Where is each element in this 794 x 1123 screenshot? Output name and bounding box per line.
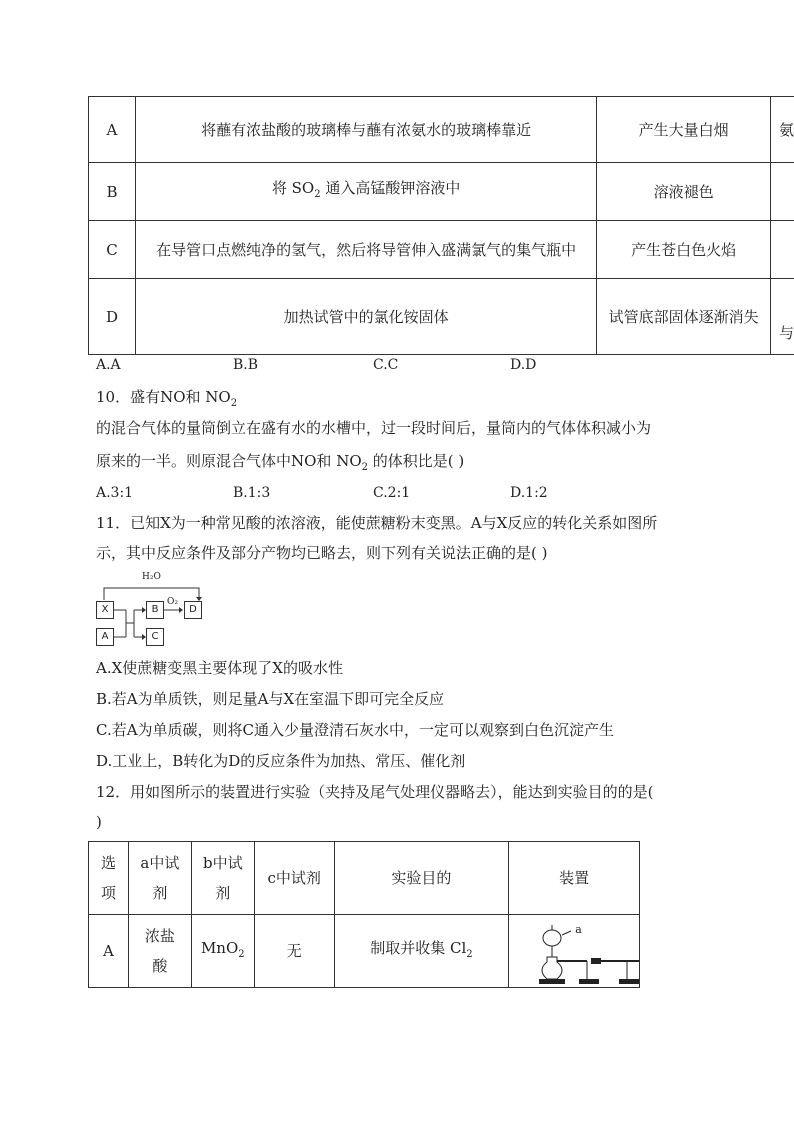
q10-line2: 的混合气体的量筒倒立在盛有水的水槽中，过一段时间后，量筒内的气体体积减小为 [96, 419, 652, 437]
table-row [89, 163, 794, 221]
c-reagent-cell: 无 [254, 915, 334, 988]
q10-line3: 原来的一半。则原混合气体中NO和 $NO_2$ 的体积比是( ) [96, 452, 465, 473]
option-cell: C [89, 221, 136, 279]
h2o-label: H₂O [142, 572, 161, 582]
table-row [89, 97, 794, 163]
header-goal: 实验目的 [334, 842, 509, 915]
operation-cell: 加热试管中的氯化铵固体 [135, 279, 596, 355]
device-cell [509, 915, 640, 988]
choice-d[interactable]: D.D [510, 357, 537, 373]
apparatus-drawing [509, 915, 639, 987]
choice-b[interactable]: B.B [233, 357, 259, 373]
option-cell: B [89, 163, 136, 221]
box-c: C [146, 628, 164, 646]
phenomenon-cell: 产生大量白烟 [597, 97, 771, 163]
apparatus-table [88, 841, 640, 988]
header-device: 装置 [509, 842, 640, 915]
b-reagent-cell: MnO$_2$ [191, 915, 254, 988]
experiment-table [88, 96, 794, 355]
box-a: A [96, 628, 114, 646]
header-option: 选 项 [89, 842, 129, 915]
phenomenon-cell: 试管底部固体逐渐消失 [597, 279, 771, 355]
phenomenon-cell: 溶液褪色 [597, 163, 771, 221]
choice-c[interactable]: C.2:1 [373, 485, 411, 501]
box-x: X [96, 601, 114, 619]
conversion-diagram [94, 570, 214, 650]
device-label-a: a [575, 923, 582, 936]
option-c[interactable]: C.若A为单质碳，则将C通入少量澄清石灰水中，一定可以观察到白色沉淀产生 [96, 721, 615, 739]
conclusion-cell: 氨 [771, 97, 794, 163]
q11-line1: 11．已知X为一种常见酸的浓溶液，能使蔗糖粉末变黑。A与X反应的转化关系如图所 [96, 514, 658, 532]
option-d[interactable]: D.工业上，B转化为D的反应条件为加热、常压、催化剂 [96, 752, 466, 770]
table-row [89, 915, 640, 988]
option-a[interactable]: A.X使蔗糖变黑主要体现了X的吸水性 [96, 659, 343, 677]
header-a-reagent: a中试 剂 [128, 842, 191, 915]
table-row [89, 279, 794, 355]
choice-a[interactable]: A.A [96, 357, 121, 373]
choice-b[interactable]: B.1:3 [233, 485, 271, 501]
operation-cell: 将蘸有浓盐酸的玻璃棒与蘸有浓氨水的玻璃棒靠近 [135, 97, 596, 163]
operation-cell: 将 $SO_2$ 通入高锰酸钾溶液中 [135, 163, 596, 221]
table-row [89, 221, 794, 279]
choice-a[interactable]: A.3:1 [96, 485, 134, 501]
option-b[interactable]: B.若A为单质铁，则足量A与X在室温下即可完全反应 [96, 690, 445, 708]
conclusion-cell [771, 163, 794, 221]
table-header-row [89, 842, 640, 915]
header-c-reagent: c中试剂 [254, 842, 334, 915]
q12-line1: 12．用如图所示的装置进行实验（夹持及尾气处理仪器略去），能达到实验目的的是( [96, 783, 654, 801]
o2-label: O₂ [167, 597, 178, 607]
conclusion-cell [771, 221, 794, 279]
option-cell: D [89, 279, 136, 355]
a-reagent-cell: 浓盐 酸 [128, 915, 191, 988]
option-cell: A [89, 97, 136, 163]
phenomenon-cell: 产生苍白色火焰 [597, 221, 771, 279]
conclusion-cell: 与 [771, 279, 794, 355]
box-b: B [146, 601, 164, 619]
choice-d[interactable]: D.1:2 [510, 485, 548, 501]
goal-cell: 制取并收集 $Cl_2$ [334, 915, 509, 988]
q12-line2: ) [96, 813, 102, 831]
q11-line2: 示，其中反应条件及部分产物均已略去，则下列有关说法正确的是( ) [96, 544, 548, 562]
choice-c[interactable]: C.C [373, 357, 399, 373]
header-b-reagent: b中试 剂 [191, 842, 254, 915]
option-cell: A [89, 915, 129, 988]
q10-line1: 10．盛有NO和 $NO_2$ [96, 388, 238, 409]
box-d: D [184, 601, 202, 619]
operation-cell: 在导管口点燃纯净的氢气，然后将导管伸入盛满氯气的集气瓶中 [135, 221, 596, 279]
